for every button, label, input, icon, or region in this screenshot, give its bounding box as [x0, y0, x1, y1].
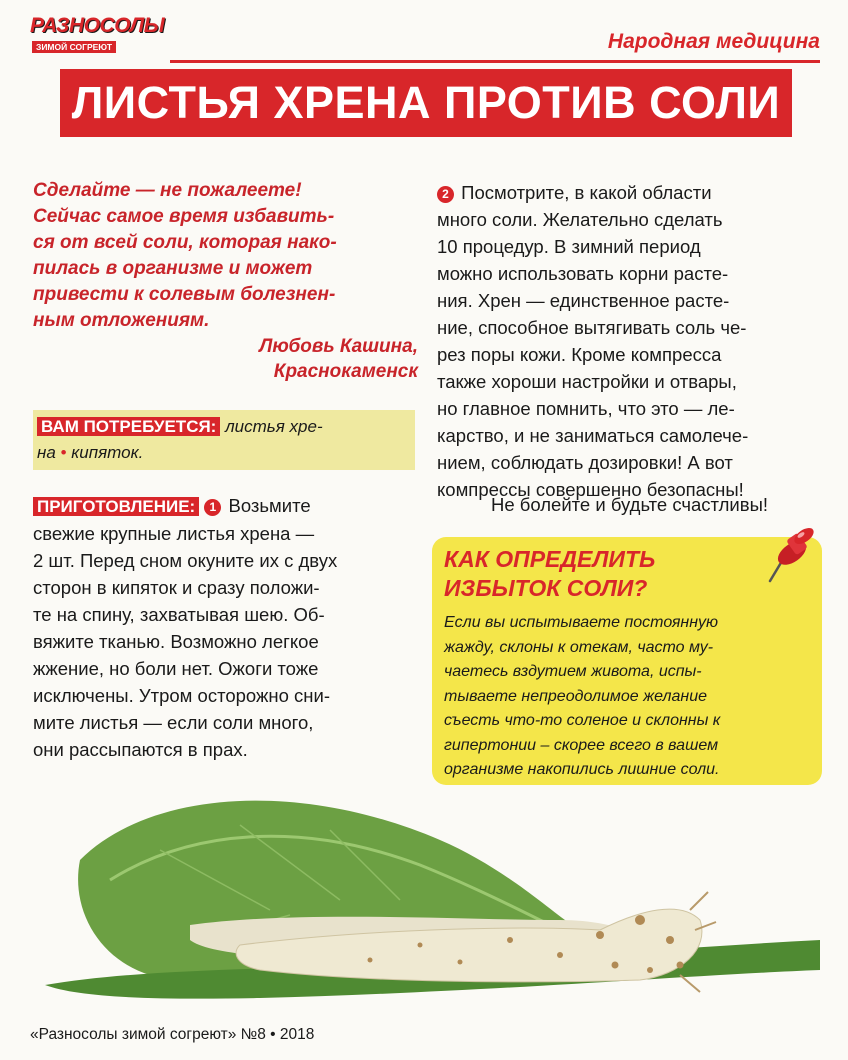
sidebar-line: Если вы испытываете постоянную — [444, 614, 719, 631]
prep-line: вяжите тканью. Возможно легкое — [33, 631, 319, 652]
prep-line — [437, 179, 822, 206]
page-footer: «Разносолы зимой согреют» №8 • 2018 — [30, 1026, 315, 1043]
prep-line: много соли. Желательно сделать — [437, 209, 723, 230]
step-2-text — [437, 179, 822, 503]
magazine-logo — [30, 14, 165, 60]
prep-line: 2 шт. Перед сном окуните их с двух — [33, 550, 338, 571]
section-rubric: Народная медицина — [607, 30, 820, 53]
sidebar-line: жажду, склоны к отекам, часто му- — [444, 638, 714, 656]
preparation-label: ПРИГОТОВЛЕНИЕ: — [33, 497, 199, 516]
logo-subtitle: ЗИМОЙ СОГРЕЮТ — [32, 41, 116, 53]
intro-line: ным отложениям. — [33, 310, 210, 331]
ingredient-1-part2: на — [37, 443, 56, 462]
intro-line: Сейчас самое время избавить- — [33, 206, 335, 227]
step-1-number: 1 — [204, 499, 221, 516]
pushpin-icon — [760, 527, 820, 587]
prep-line: можно использовать корни расте- — [437, 263, 729, 284]
ingredient-1-part1: листья хре- — [225, 417, 323, 436]
ingredient-2: кипяток. — [71, 443, 144, 462]
author-byline — [170, 334, 418, 384]
bullet-icon: • — [60, 443, 67, 462]
prep-line: ния. Хрен — единственное расте- — [437, 290, 730, 311]
prep-line: свежие крупные листья хрена — — [33, 523, 315, 544]
sidebar-title — [444, 545, 744, 603]
article-title: ЛИСТЬЯ ХРЕНА ПРОТИВ СОЛИ — [60, 69, 792, 137]
intro-line: Сделайте — не пожалеете! — [33, 180, 302, 201]
prep-line: те на спину, захватывая шею. Об- — [33, 604, 325, 625]
prep-line: сторон в кипяток и сразу положи- — [33, 577, 320, 598]
prep-line: исключены. Утром осторожно сни- — [33, 685, 330, 706]
prep-line: но главное помнить, что это — ле- — [437, 398, 735, 419]
prep-line: карство, и не заниматься самолече- — [437, 425, 749, 446]
prep-line: компрессы совершенно безопасны! — [437, 479, 744, 500]
header-divider — [170, 60, 820, 63]
sidebar-title-line: ИЗБЫТОК СОЛИ? — [444, 575, 648, 601]
prep-line: рез поры кожи. Кроме компресса — [437, 344, 722, 365]
sidebar-line: организме накопились лишние соли. — [444, 761, 720, 778]
prep-line: жжение, но боли нет. Ожоги тоже — [33, 658, 319, 679]
intro-line: ся от всей соли, которая нако- — [33, 232, 337, 253]
logo-title: РАЗНОСОЛЫ — [30, 14, 165, 37]
closing-wish: Не болейте и будьте счастливы! — [490, 494, 769, 515]
sidebar-text — [444, 611, 816, 783]
horseradish-photo — [40, 770, 830, 1005]
ingredients-label: ВАМ ПОТРЕБУЕТСЯ: — [37, 417, 220, 436]
prep-line: мите листья — если соли много, — [33, 712, 314, 733]
ingredients-text — [37, 414, 415, 466]
sidebar-line: гипертонии – скорее всего в вашем — [444, 736, 719, 754]
author-city: Краснокаменск — [273, 361, 418, 382]
prep-line: нием, соблюдать дозировки! А вот — [437, 452, 733, 473]
intro-line: привести к солевым болезнен- — [33, 284, 336, 305]
prep-line — [33, 492, 403, 520]
prep-line: 10 процедур. В зимний период — [437, 236, 701, 257]
sidebar-title-line: КАК ОПРЕДЕЛИТЬ — [444, 546, 656, 572]
step-1-start: Возьмите — [228, 495, 311, 516]
prep-line: они рассыпаются в прах. — [33, 739, 248, 760]
step-2-number: 2 — [437, 186, 454, 203]
step-2-start: Посмотрите, в какой области — [461, 182, 712, 203]
prep-line: также хороши настройки и отвары, — [437, 371, 737, 392]
sidebar-line: съесть что-то соленое и склонны к — [444, 712, 721, 729]
prep-line: ние, способное вытягивать соль че- — [437, 317, 747, 338]
intro-lead — [33, 178, 418, 334]
sidebar-line: чаетесь вздутием живота, испы- — [444, 663, 702, 680]
author-name: Любовь Кашина, — [259, 336, 418, 357]
sidebar-line: тываете непреодолимое желание — [444, 687, 708, 705]
intro-line: пилась в организме и может — [33, 258, 313, 279]
preparation-text — [33, 492, 403, 763]
